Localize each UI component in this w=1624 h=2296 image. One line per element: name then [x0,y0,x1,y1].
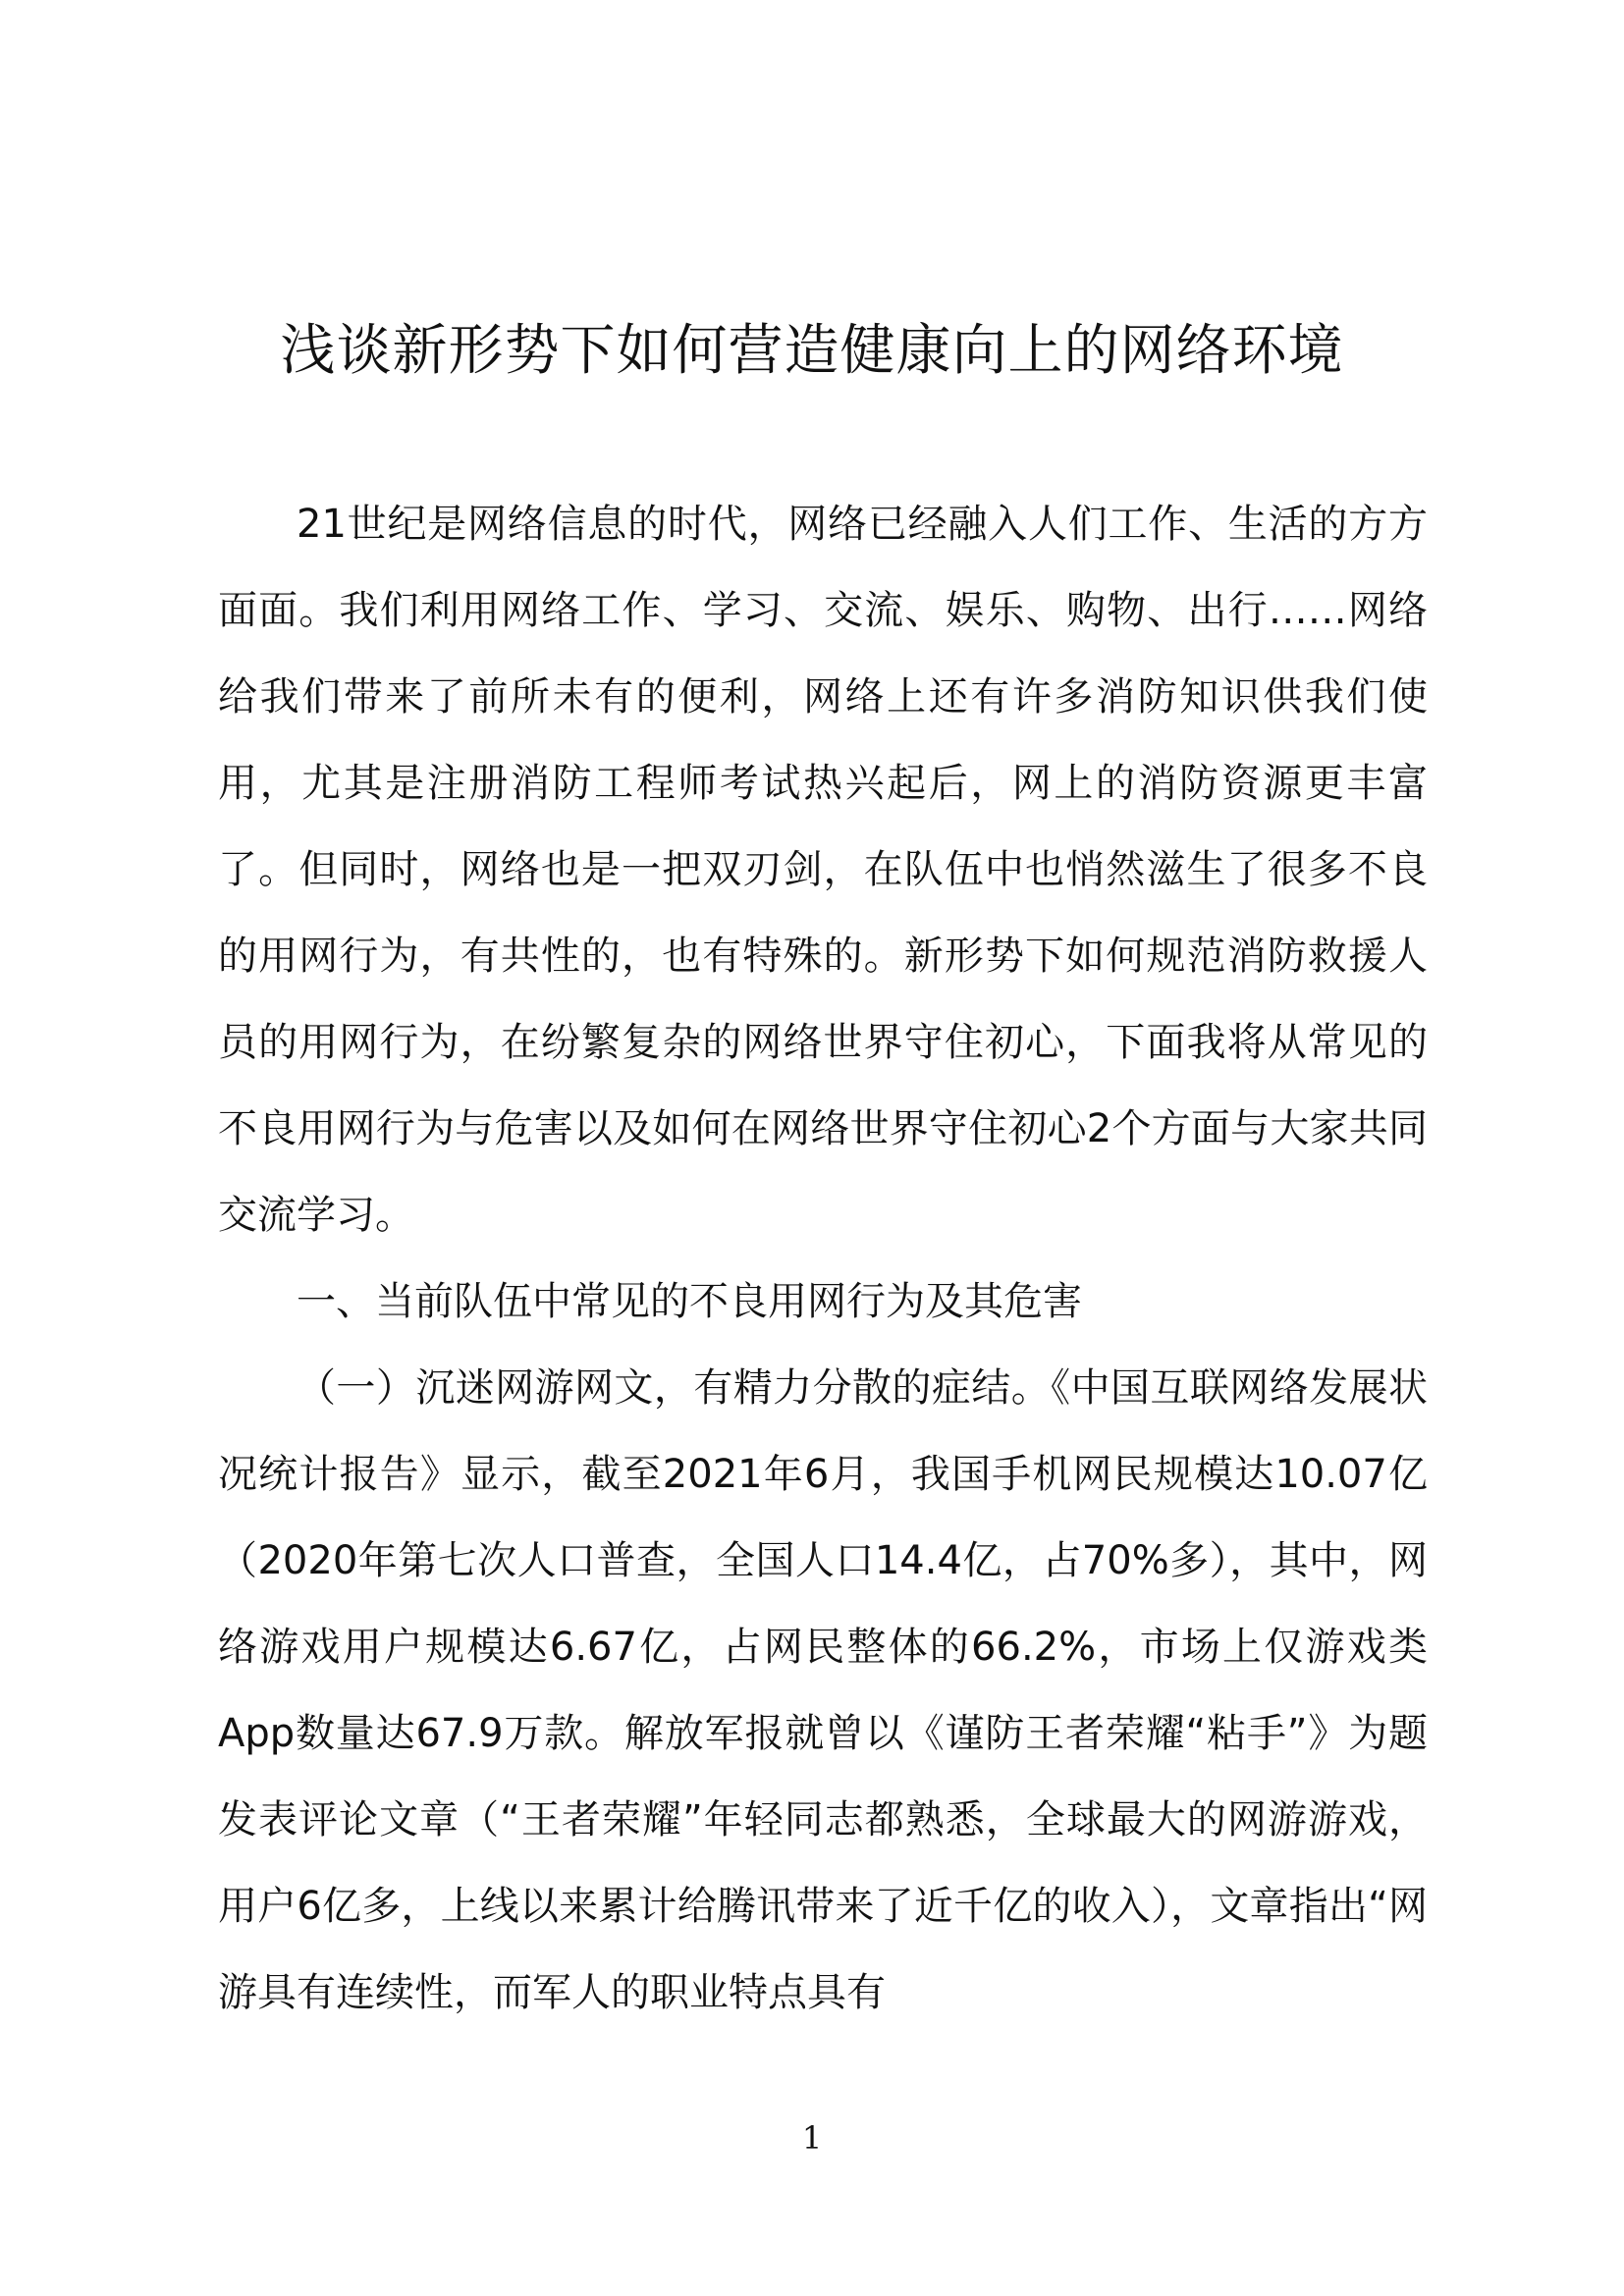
document-title: 浅谈新形势下如何营造健康向上的网络环境 [280,319,1344,383]
intro-paragraph: 21世纪是网络信息的时代，网络已经融入人们工作、生活的方方面面。我们利用网络工作、学习、交流、娱乐、购物、出行……网络给我们带来了前所未有的便利，网络上还有许多消防知识供我们使用，尤其是注册消防工程师考试热兴起后，网上的消防资源更丰富了。但同时，网络也是一把双刃剑，在队伍中也悄然滋生了很多不良的用网行为，有共性的，也有特殊的。新形势下如何规范消防救援人员的用网行为，在纷繁复杂的网络世界守住初心，下面我将从常见的不良用网行为与危害以及如何在网络世界守住初心2个方面与大家共同交流学习。 [218,502,1428,1238]
subsection-paragraph-1: （一）沉迷网游网文，有精力分散的症结。《中国互联网络发展状况统计报告》显示，截至2021年6月，我国手机网民规模达10.07亿（2020年第七次人口普查，全国人口14.4亿，占70%多），其中，网络游戏用户规模达6.67亿，占网民整体的66.2%，市场上仅游戏类App数量达67.9万款。解放军报就曾以《谨防王者荣耀“粘手”》为题发表评论文章（“王者荣耀”年轻同志都熟悉，全球最大的网游游戏，用户6亿多，上线以来累计给腾讯带来了近千亿的收入），文章指出“网游具有连续性，而军人的职业特点具有 [218,1365,1428,2015]
section-heading-1: 一、当前队伍中常见的不良用网行为及其危害 [297,1279,1082,1324]
page-number: 1 [801,2119,823,2157]
document-body [218,481,1428,2036]
